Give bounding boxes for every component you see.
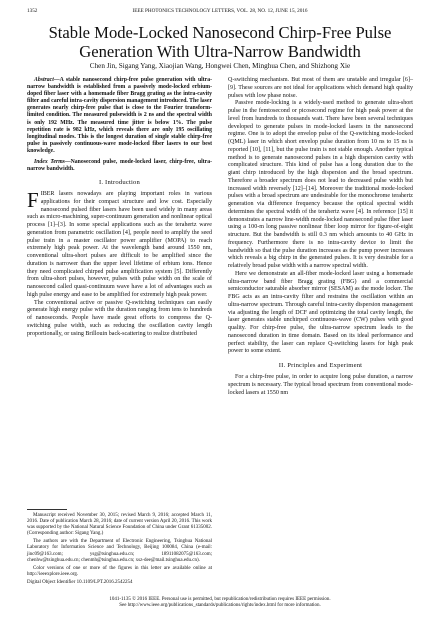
footnote-affiliation: The authors are with the Department of Electronic Engineering, Tsinghua National Laboratory for Information Science and Technology, Beijing 100084, China (e-mail: jinc09@163.com; ysg@tsinghua.edu.cn; 18911082075@163.com; chenhw@tsinghua.edu.cn; chenmh@tsinghua.edu.cn; xsz-dee@mail.tsinghua.edu.cn).: [27, 539, 212, 563]
copyright-footer: [20, 597, 420, 609]
paper-title: Stable Mode-Locked Nanosecond Chirp-Free Pulse Generation With Ultra-Narrow Bandwidth: [48, 23, 392, 61]
intro-paragraph-1-text: IBER lasers nowadays are playing important roles in various applications for their compact structure and low cost. Especially nanosecond pulsed fiber lasers have been used widely in many areas such as micro-machining, super-continuum generation and nonlinear optical process [1]–[3]. In some special applications such as the terahertz wave generation from parametric oscillation [4], people need to amplify the seed pulse train in a master oscillator power amplifier (MOPA) to reach extremely high peak power. At the wavelength band around 1550 nm, conventional ultra-short pulses are difficult to be amplified since the duration is narrower than the upper level lifetime of erbium ions. Hence they need complicated chirped pulse amplification system [5]. Differently from ultra-short pulses, however, pulses with pulse width on the scale of nanosecond called quasi-continuum wave have a lot of advantages such as high pulse energy and ease to be amplified for extremely high peak power.: [27, 191, 212, 298]
footnote-manuscript: Manuscript received November 30, 2015; revised March 9, 2016; accepted March 11, 2016. Date of publication March 28, 2016; date of current version April 20, 2016. This work was supported by the National Natural Science Foundation of China under Grant 61335002. (Corresponding author: Sigang Yang.): [27, 513, 213, 537]
section-heading-principles: II. Principles and Experiment: [278, 362, 363, 369]
abstract-label: Abstract: [34, 77, 54, 83]
intro-paragraph-3: Q-switching mechanism. But most of them are unstable and irregular [6]–[9]. These sources are not ideal for applications which demand high quality pulses with low phase noise.: [228, 77, 413, 99]
index-terms: Index Terms—Nanosecond pulse, mode-locked laser, chirp-free, ultra-narrow bandwidth.: [27, 159, 212, 173]
footnotes: [27, 509, 212, 588]
journal-header: IEEE PHOTONICS TECHNOLOGY LETTERS, VOL. 28, NO. 12, JUNE 15, 2016: [132, 8, 308, 14]
footnote-rule: [27, 509, 67, 510]
footnote-doi: Digital Object Identifier 10.1109/LPT.2016.2542254: [27, 579, 133, 585]
abstract-text: A stable nanosecond chirp-free pulse generation with ultra-narrow bandwidth is established from a passively mode-locked erbium-doped fiber laser with a homemade fiber Bragg grating as the intra-cavity filter and careful intra-cavity dispersion management introduced. The laser generates nearly chirp-free pulse that is close to the Fourier transform-limited condition. The measured pulsewidth is 2 ns and the spectral width is only 192 MHz. The measured time jitter is below 1%. The pulse repetition rate is 982 kHz, which reveals there are only 195 oscillating longitudinal modes. This is the longest duration of single stable chirp-free pulse in passively continuous-wave mode-locked fiber lasers to our best knowledge.: [27, 77, 213, 154]
author-list: Chen Jin, Sigang Yang, Xiaojian Wang, Hongwei Chen, Minghua Chen, and Shizhong Xie: [89, 62, 351, 70]
drop-cap: F: [27, 188, 39, 213]
rights-line: See http://www.ieee.org/publications_standards/publications/rights/index.html for more information.: [119, 603, 321, 609]
running-header: [27, 8, 413, 14]
copyright-line: 1041-1135 © 2016 IEEE. Personal use is permitted, but republication/redistribution requires IEEE permission.: [109, 597, 331, 602]
intro-paragraph-4: Passive mode-locking is a widely-used method to generate ultra-short pulse in the femtosecond or picosecond regime for high peak power at the level from hundreds to thousands watt. There have been several techniques developed to generate pulses in mode-locked lasers in the nanosecond regime. One is to adopt the envelop pulse of the Q-switching mode-locked (QML) laser in which short envelop pulse duration from 10 ns to 15 ns is reported [10], [11], but the pulse train is not stable enough. Another typical method is to generate nanosecond pulses in a high dispersion cavity with complicated structure. This kind of pulse has a long duration due to the giant chirp introduced by the high dispersion and the broad spectrum. Therefore a broader spectrum does not lead to decreased pulse width but increased width reversely [12]–[14]. Moreover the traditional mode-locked pulses with a broad spectrum are undesirable for the monochrome terahertz generation via difference frequency because the optical spectral width determines the spectral width of the terahertz wave [4]. In reference [15] it demonstrates a narrow line-width mode-locked nanosecond pulse fiber laser using a 100-m long passive nonlinear fiber loop mirror for figure-of-eight structure. But the bandwidth is still 0.3 nm which amounts to 40 GHz in frequency. Furthermore there is no intra-cavity device to limit the bandwidth so that the pulse duration increases as the pump power increases which reveals a big chirp in the generated pulses. It is very desirable for a relatively broad pulse width with a narrow spectral width.: [228, 100, 413, 269]
page-number: 1352: [27, 8, 38, 14]
left-column: [27, 77, 212, 338]
footnote-color: Color versions of one or more of the figures in this letter are available online at http://ieeexplore.ieee.org.: [27, 565, 212, 577]
right-column: [228, 77, 413, 397]
intro-paragraph-5: Here we demonstrate an all-fiber mode-locked laser using a homemade ultra-narrow band fiber Bragg grating (FBG) and a commercial semiconductor saturable absorber mirror (SESAM) as the mode locker. The FBG acts as an intra-cavity filter and restrains the oscillation within an ultra-narrow spectrum. Through careful intra-cavity dispersion management via adjusting the length of DCF and optimizing the total cavity length, the laser generates stable unchirped continuous-wave (CW) pulses with good quality. For chirp-free pulse, the ultra-narrow spectrum leads to the nanosecond duration in time domain. Based on its ideal performance and perfect stability, the laser can replace Q-switching lasers for high peak power to some extent.: [228, 270, 413, 355]
index-terms-text: Nanosecond pulse, mode-locked laser, chirp-free, ultra-narrow bandwidth.: [27, 159, 212, 173]
section-heading-introduction: I. Introduction: [98, 179, 141, 187]
principles-paragraph-1: For a chirp-free pulse, in order to acquire long pulse duration, a narrow spectrum is necessary. The typical broad spectrum from conventional mode-locked lasers at 1550 nm: [228, 374, 413, 396]
index-terms-label: Index Terms: [34, 159, 65, 166]
intro-paragraph-1: [27, 188, 212, 300]
abstract: Abstract—A stable nanosecond chirp-free pulse generation with ultra-narrow bandwidth is established from a passively mode-locked erbium-doped fiber laser with a homemade fiber Bragg grating as the intra-cavity filter and careful intra-cavity dispersion management introduced. The laser generates nearly chirp-free pulse that is close to the Fourier transform-limited condition. The measured pulsewidth is 2 ns and the spectral width is only 192 MHz. The measured time jitter is below 1%. The pulse repetition rate is 982 kHz, which reveals there are only 195 oscillating longitudinal modes. This is the longest duration of single stable chirp-free pulse in passively continuous-wave mode-locked fiber lasers to our best knowledge.: [27, 77, 213, 154]
intro-paragraph-2: The conventional active or passive Q-switching techniques can easily generate high energy pulse with the duration ranging from tens to hundreds of nanoseconds. People have made great efforts to compress the Q-switching pulse width, such as reducing the oscillation cavity length proportionally, or using Brillouin back-scattering to realize distributed: [27, 299, 212, 337]
